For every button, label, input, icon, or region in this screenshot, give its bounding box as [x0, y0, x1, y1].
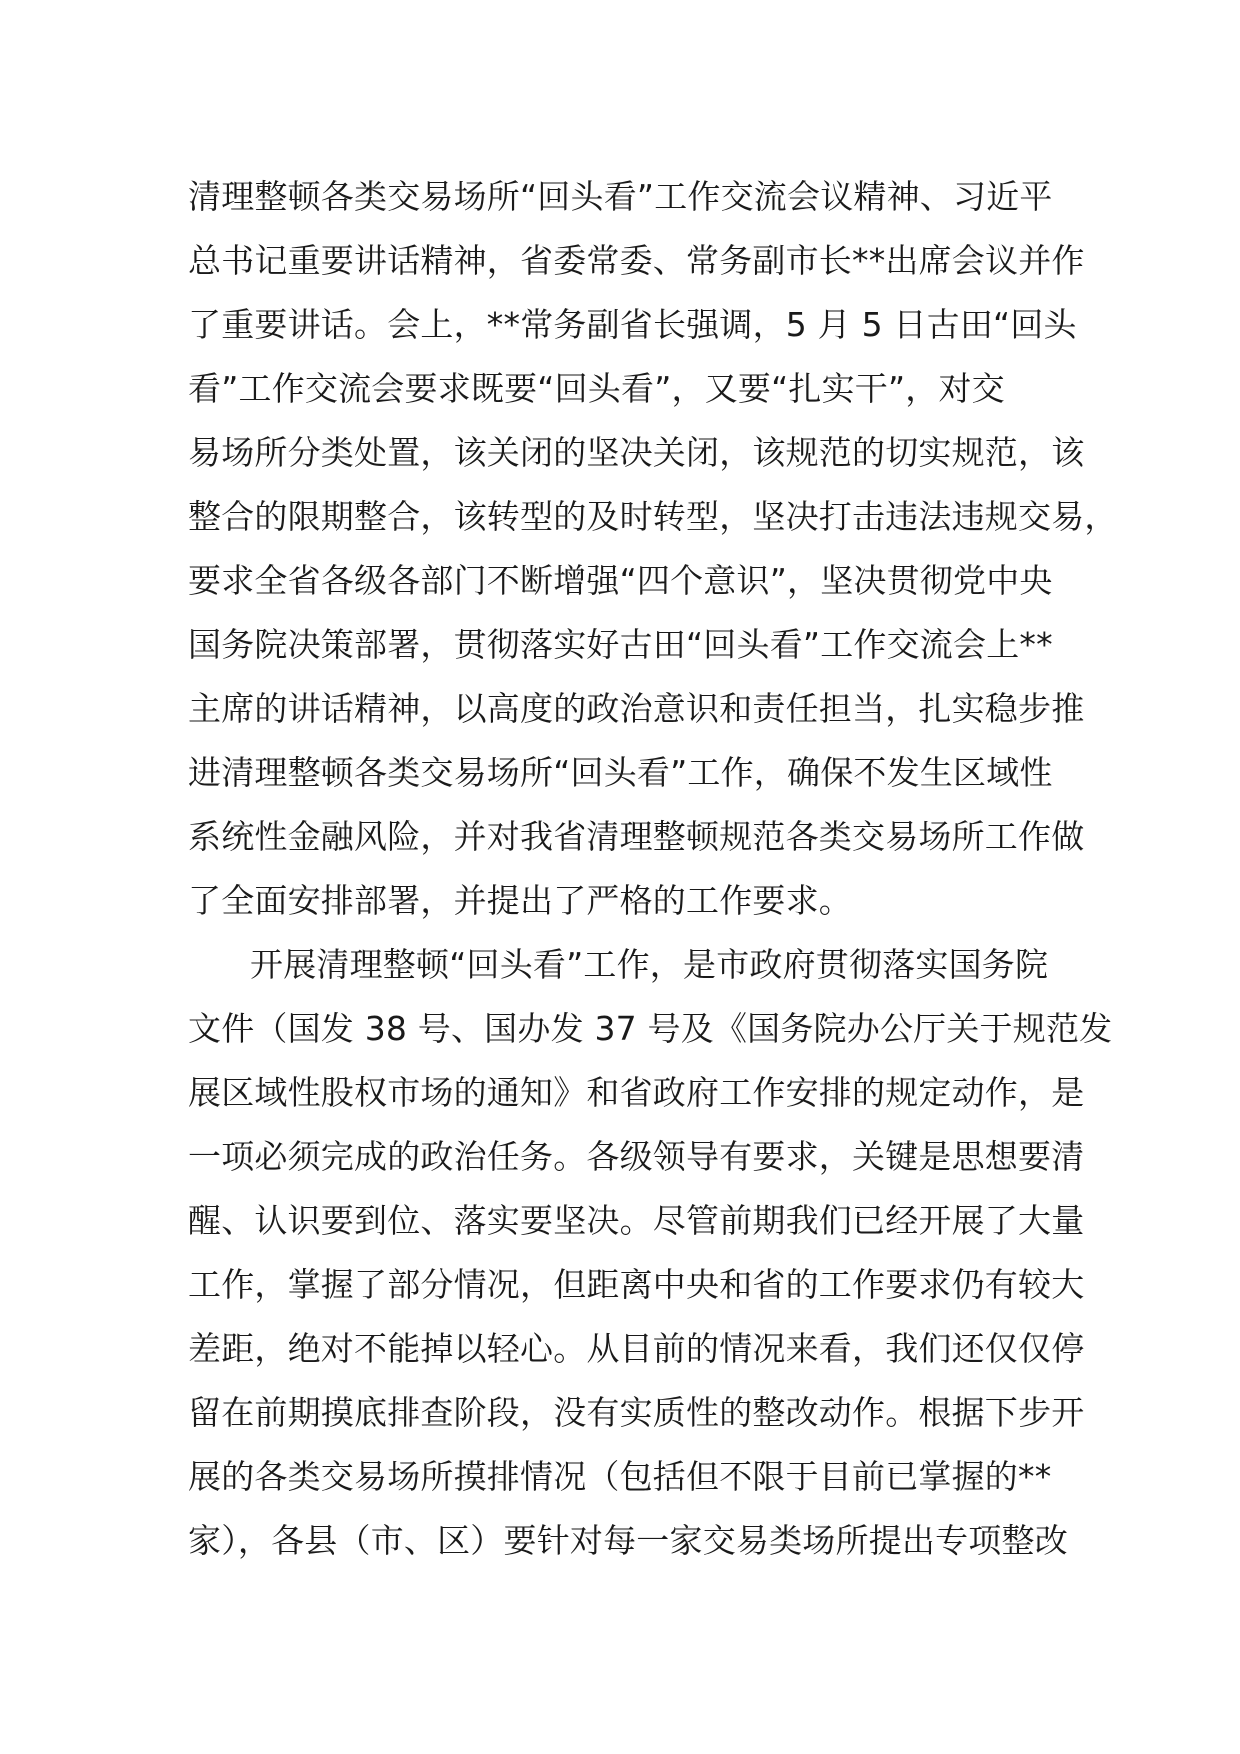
text-line: 醒、认识要到位、落实要坚决。尽管前期我们已经开展了大量 — [188, 1201, 1085, 1240]
text-line: 整合的限期整合，该转型的及时转型，坚决打击违法违规交易， — [188, 497, 1118, 536]
text-line: 看”工作交流会要求既要“回头看”，又要“扎实干”，对交 — [188, 369, 1005, 408]
text-line: 进清理整顿各类交易场所“回头看”工作，确保不发生区域性 — [188, 753, 1053, 792]
text-line: 清理整顿各类交易场所“回头看”工作交流会议精神、习近平 — [188, 177, 1053, 216]
text-line: 主席的讲话精神，以高度的政治意识和责任担当，扎实稳步推 — [188, 689, 1085, 728]
text-line: 了重要讲话。会上，**常务副省长强调，5 月 5 日古田“回头 — [188, 305, 1077, 344]
text-line: 一项必须完成的政治任务。各级领导有要求，关键是思想要清 — [188, 1137, 1085, 1176]
text-line: 国务院决策部署，贯彻落实好古田“回头看”工作交流会上** — [188, 625, 1053, 664]
text-line: 文件（国发 38 号、国办发 37 号及《国务院办公厅关于规范发 — [188, 1009, 1113, 1048]
text-line: 留在前期摸底排查阶段，没有实质性的整改动作。根据下步开 — [188, 1393, 1085, 1432]
paragraph-first-line: 开展清理整顿“回头看”工作，是市政府贯彻落实国务院 — [250, 945, 1049, 984]
text-line: 展区域性股权市场的通知》和省政府工作安排的规定动作，是 — [188, 1073, 1085, 1112]
text-line: 要求全省各级各部门不断增强“四个意识”，坚决贯彻党中央 — [188, 561, 1053, 600]
text-line: 工作，掌握了部分情况，但距离中央和省的工作要求仍有较大 — [188, 1265, 1085, 1304]
text-line: 总书记重要讲话精神，省委常委、常务副市长**出席会议并作 — [188, 241, 1085, 280]
text-line: 展的各类交易场所摸排情况（包括但不限于目前已掌握的** — [188, 1457, 1052, 1496]
body-text — [188, 165, 1118, 1573]
text-line: 系统性金融风险，并对我省清理整顿规范各类交易场所工作做 — [188, 817, 1085, 856]
text-line: 易场所分类处置，该关闭的坚决关闭，该规范的切实规范，该 — [188, 433, 1085, 472]
text-line: 家），各县（市、区）要针对每一家交易类场所提出专项整改 — [188, 1521, 1068, 1560]
text-line: 了全面安排部署，并提出了严格的工作要求。 — [188, 881, 852, 920]
text-line: 差距，绝对不能掉以轻心。从目前的情况来看，我们还仅仅停 — [188, 1329, 1085, 1368]
